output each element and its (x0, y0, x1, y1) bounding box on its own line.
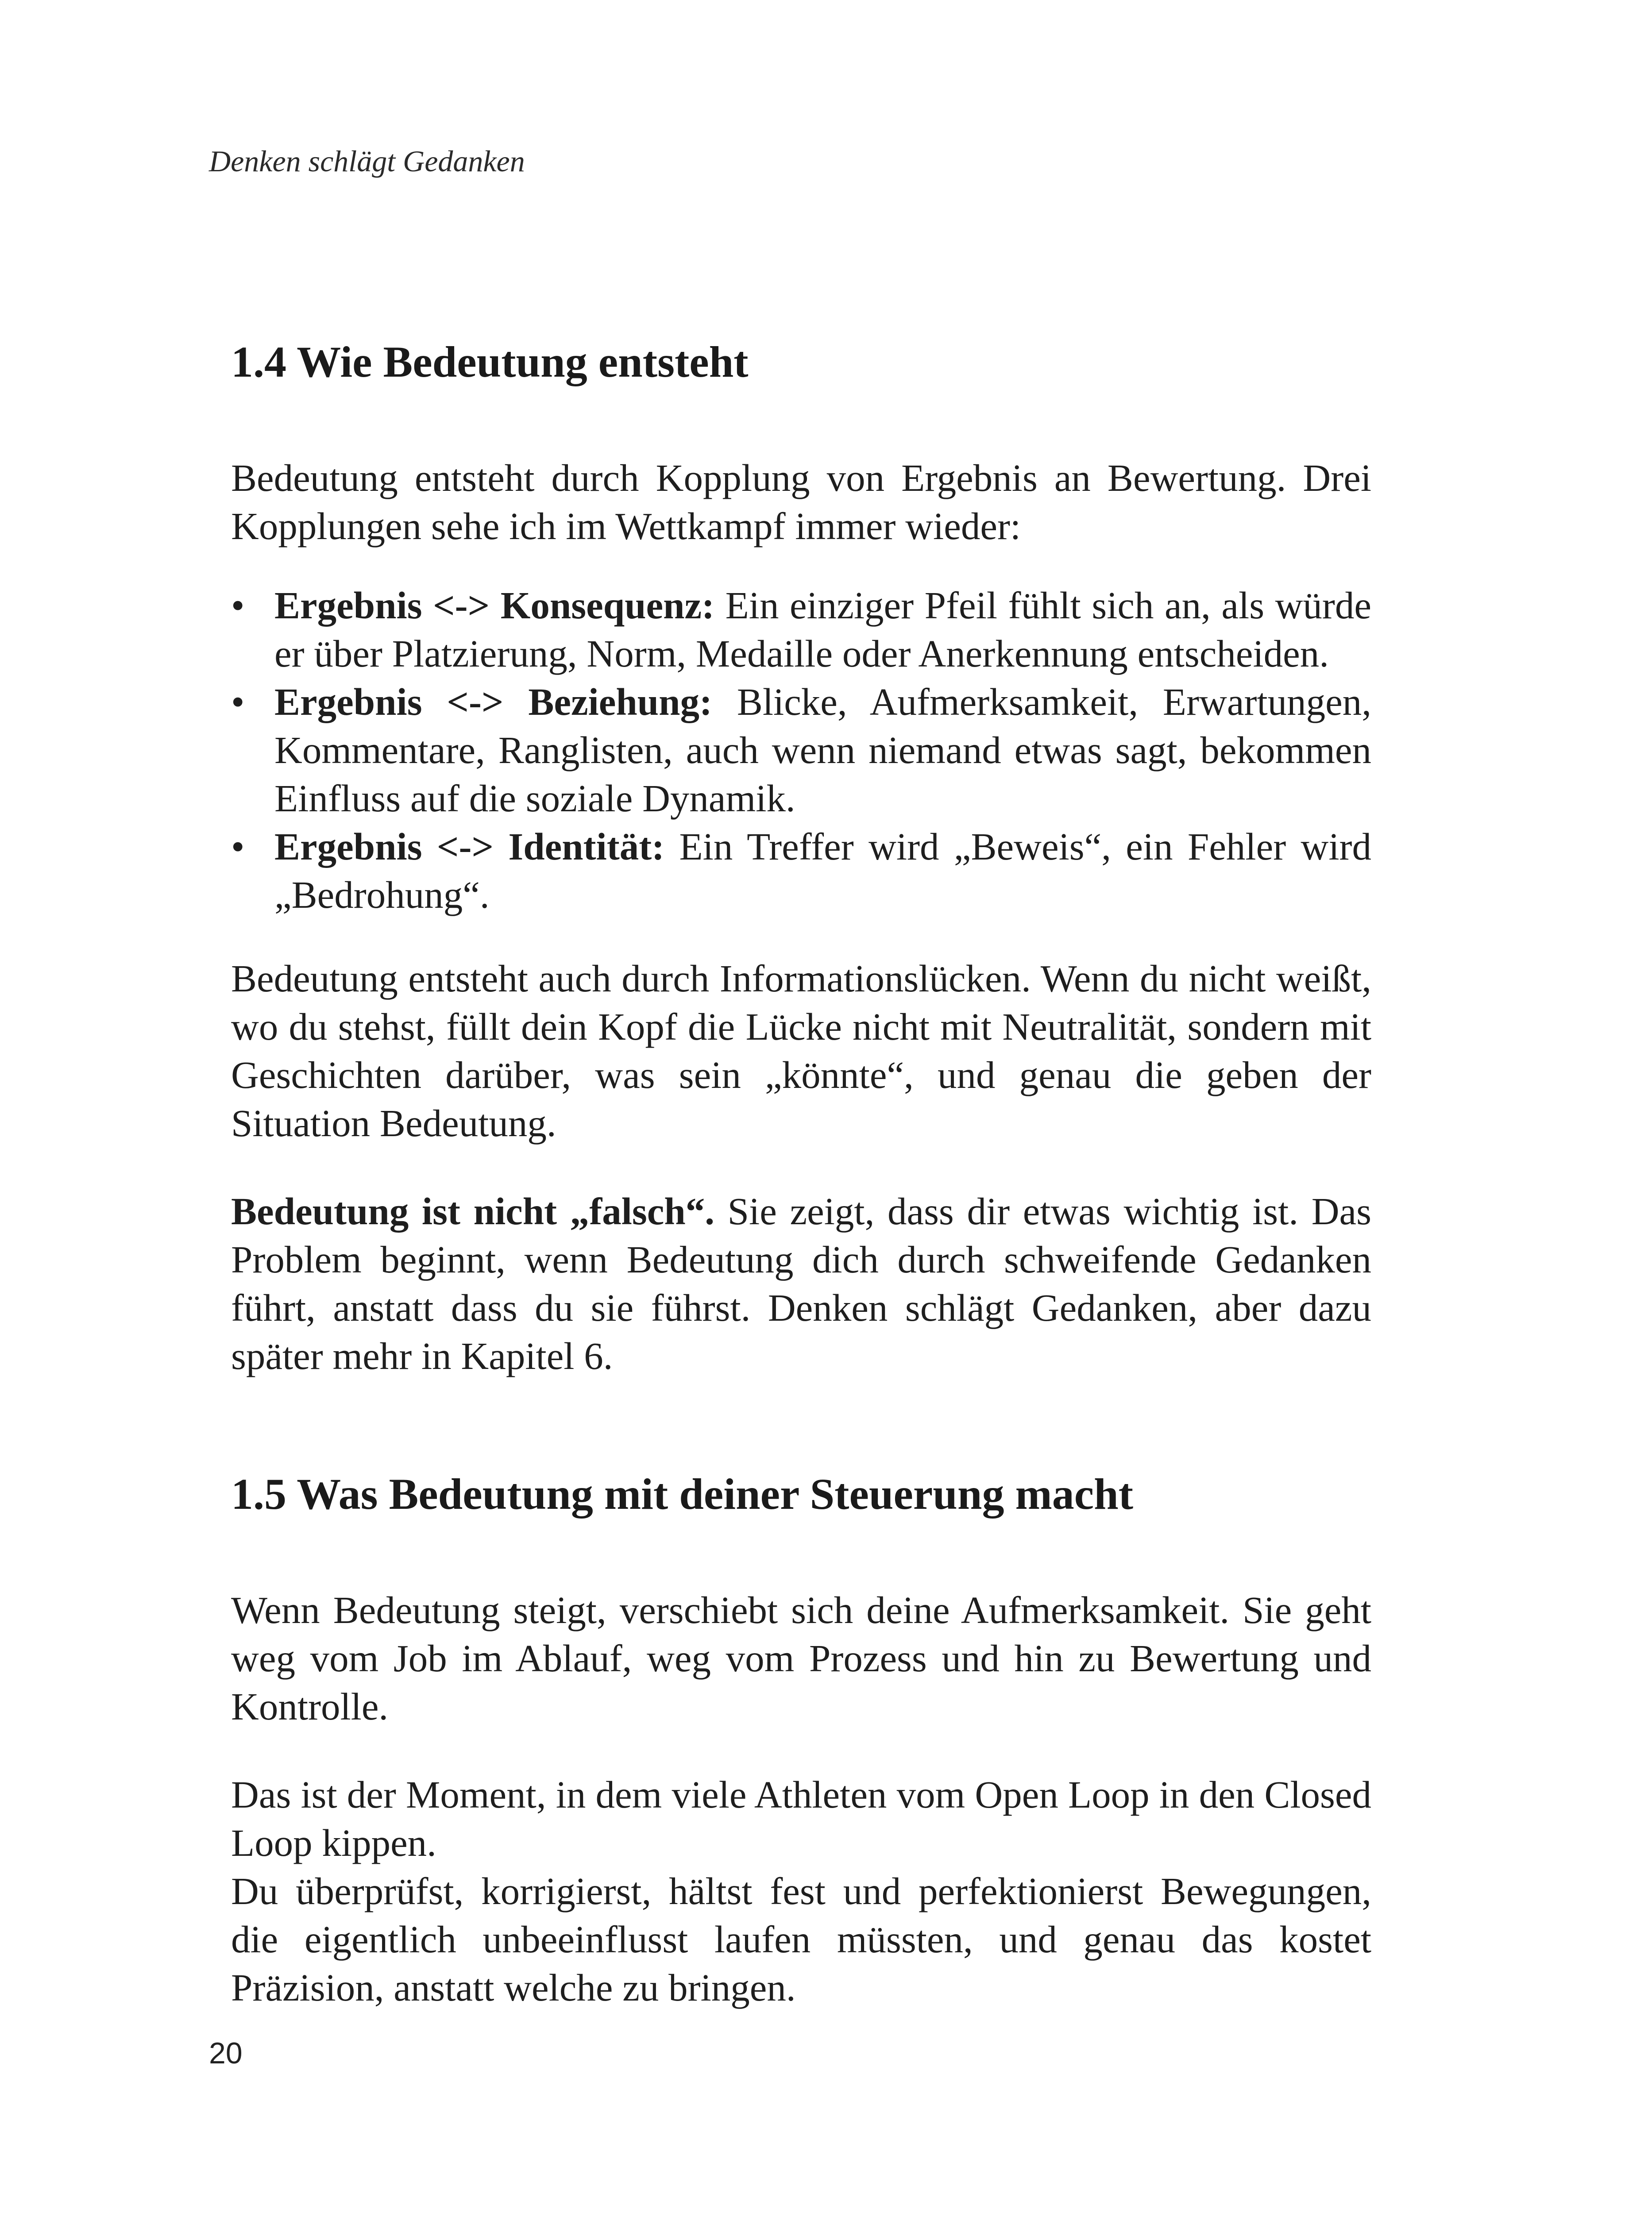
section-1-5-paragraph-1: Wenn Bedeutung steigt, verschiebt sich deine Aufmerksamkeit. Sie geht weg vom Job im Ablauf, weg vom Prozess und hin zu Bewertung und Kontrolle. (231, 1588, 1371, 1728)
running-header: Denken schlägt Gedanken (209, 144, 525, 178)
list-item (231, 581, 1371, 678)
section-1-5-paragraph-3: Du überprüfst, korrigierst, hältst fest und perfektionierst Bewegungen, die eigentlich unbeeinflusst laufen müssten, und genau das kostet Präzision, anstatt welche zu bringen. (231, 1870, 1371, 2009)
emphasis-text: Bedeutung ist nicht „falsch“. (231, 1190, 715, 1233)
list-item-label: Ergebnis <-> Identität: (274, 825, 665, 868)
list-item-text: Ein Treffer wird „Beweis“, ein Fehler wird „Bedrohung“. (274, 825, 1372, 916)
page-number: 20 (209, 2036, 243, 2070)
bullet-icon: • (231, 584, 245, 627)
section-1-4-paragraph-3 (231, 1187, 1371, 1380)
section-1-4-paragraph-2: Bedeutung entsteht auch durch Informationslücken. Wenn du nicht weißt, wo du stehst, füllt dein Kopf die Lücke nicht mit Neutralität, sondern mit Geschichten darüber, was sein „könnte“, und genau die geben der Situation Bedeutung. (231, 957, 1371, 1145)
section-heading-1-4: 1.4 Wie Bedeutung entsteht (231, 337, 749, 386)
list-item (231, 822, 1371, 919)
list-item-text: Blicke, Aufmerksamkeit, Erwartungen, Kommentare, Ranglisten, auch wenn niemand etwas sagt, bekommen Einfluss auf die soziale Dynamik. (274, 680, 1371, 820)
section-1-4-intro: Bedeutung entsteht durch Kopplung von Ergebnis an Bewertung. Drei Kopplungen sehe ich im Wettkampf immer wieder: (231, 456, 1371, 547)
section-1-5-paragraph-2: Das ist der Moment, in dem viele Athleten vom Open Loop in den Closed Loop kippen. (231, 1773, 1371, 1864)
list-item-text: Ein einziger Pfeil fühlt sich an, als würde er über Platzierung, Norm, Medaille oder Anerkennung entscheiden. (274, 584, 1371, 675)
bullet-icon: • (231, 680, 245, 723)
list-item-label: Ergebnis <-> Beziehung: (274, 680, 712, 723)
section-heading-1-5: 1.5 Was Bedeutung mit deiner Steuerung macht (231, 1469, 1134, 1519)
coupling-list (231, 581, 1371, 919)
paragraph-text: Sie zeigt, dass dir etwas wichtig ist. Das Problem beginnt, wenn Bedeutung dich durch schweifende Gedanken führt, anstatt dass du sie führst. Denken schlägt Gedanken, aber dazu später mehr in Kapitel 6. (231, 1190, 1371, 1377)
list-item-label: Ergebnis <-> Konsequenz: (274, 584, 715, 627)
bullet-icon: • (231, 825, 245, 868)
list-item (231, 678, 1371, 822)
page-content (231, 336, 1371, 2012)
